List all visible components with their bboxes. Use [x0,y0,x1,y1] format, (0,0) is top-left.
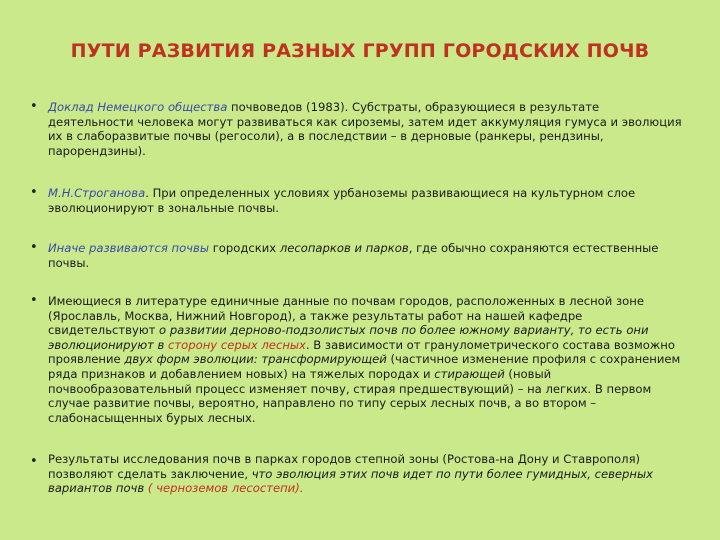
text-run: Имеющиеся в литературе единичные данные по почвам городов, расположенных в лесной зоне (Ярославль, Москва, Нижний Новгород), а также результаты работ на нашей кафедре свидетельствуют [48,294,644,338]
text-run: . При определенных условиях урбаноземы развивающиеся на культурном слое эволюционируют в зональные почвы. [48,186,636,215]
text-run: двух форм эволюции: трансформирующей [124,352,387,367]
bullet-marker: • [30,454,38,469]
bullet-marker: • [30,185,38,200]
text-run: что эволюция этих почв идет по пути более гумидных, северных вариантов почв [48,466,654,496]
text-run: М.Н.Строганова [48,186,146,200]
text-run: сторону серых лесных [168,337,306,352]
text-run: ( черноземов лесостепи). [144,481,304,496]
text-run: (частичное изменение профиля с сохранением ряда признаков и добавлением новых) на тяжелых породах и [48,352,681,381]
bullet-marker: • [30,293,38,308]
list-item [48,100,688,158]
bullet-marker: • [30,99,38,114]
bullet-marker: • [30,240,38,255]
list-item [48,241,688,270]
text-run: (новый почвообразовательный процесс изменяет почву, стирая предшествующий) – на легких. В первом случае развитие почвы, вероятно, направлено по типу серых лесных почв, а во втором – слабонасыщенных бурых лесных. [48,366,652,425]
text-run: городских [209,241,280,255]
text-run: Результаты исследования почв в парках городов степной зоны (Ростова-на Дону и Ставрополя) позволяют сделать заключение, [48,452,641,481]
text-run: о развитии дерново-подзолистых почв по более южному варианту, то есть они эволюционируют в [48,323,649,352]
list-item [48,186,688,215]
slide-title: ПУТИ РАЗВИТИЯ РАЗНЫХ ГРУПП ГОРОДСКИХ ПОЧВ [70,40,650,62]
text-run: Доклад Немецкого общества [48,100,228,114]
list-item [48,294,688,425]
text-run: . В зависимости от гранулометрического состава возможно проявление [48,337,675,367]
text-run: Иначе развиваются почвы [48,241,210,255]
text-run: , где обычно сохраняются естественные почвы. [48,241,659,270]
text-run: стирающей [434,366,505,381]
list-item [48,452,688,496]
text-run: лесопарков и парков [279,241,409,255]
text-run: почвоведов (1983). Субстраты, образующиеся в результате деятельности человека могут развиваться как сироземы, затем идет аккумуляция гумуса и эволюция их в слаборазвитые почвы (регосоли), а в последствии – в дерновые (ранкеры, рендзины, парорендзины). [48,100,682,158]
